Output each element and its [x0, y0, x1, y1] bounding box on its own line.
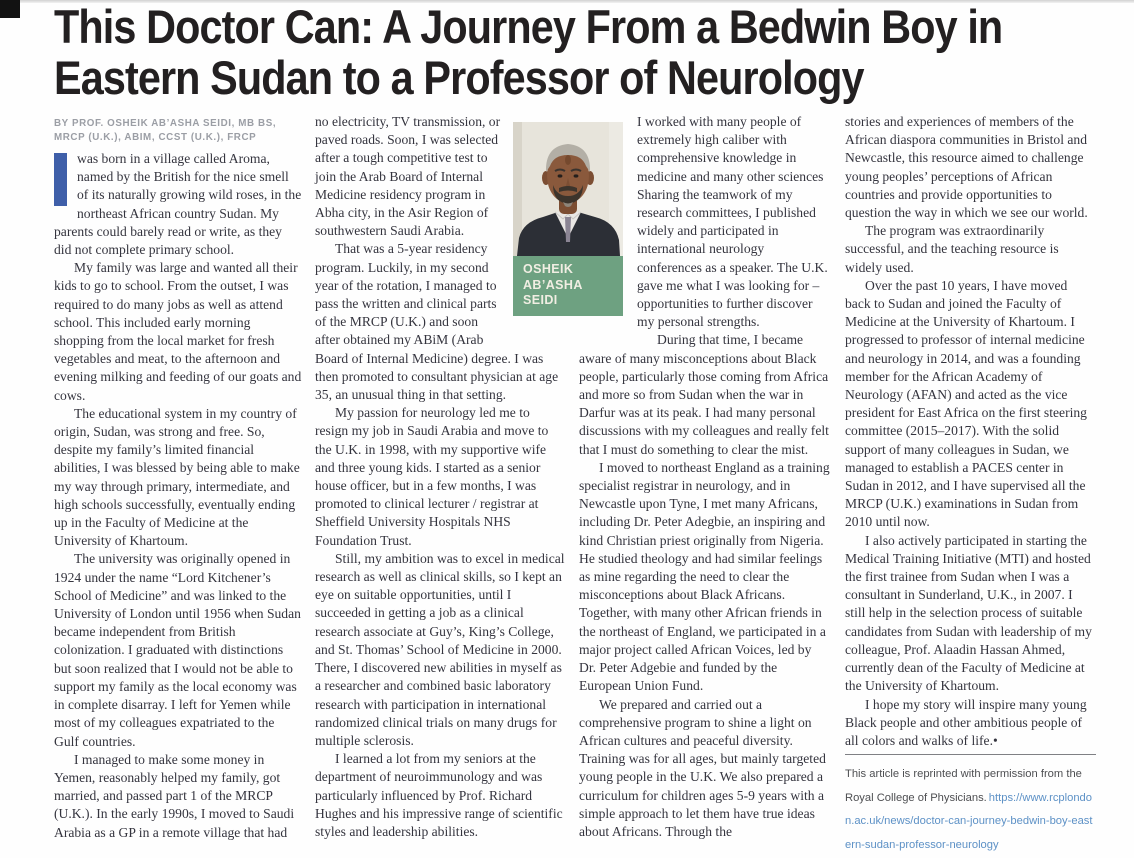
caption-line-1: OSHEIK [523, 262, 574, 276]
paragraph: I moved to northeast England as a training specialist registrar in neurology, and in Newcastle upon Tyne, I met many Africans, including Dr. Peter Adegbie, an inspiring and kind Christian priest originally from Nigeria. He studied theology and had similar feelings as mine regarding the need to clear the misconceptions about Black Africans. Together, with many other African friends in the northeast of England, we participated in a major project called African Voices, led by Dr. Peter Adgebie and funded by the European Union Fund. [579, 459, 830, 694]
paragraph: no electricity, TV transmission, or paved roads. Soon, I was selected after a tough competitive test to join the Arab Board of Internal Medicine residency program in Abha city, in the Asir Region of southwestern Saudi Arabia. [315, 114, 501, 239]
author-photo [513, 122, 623, 316]
paragraph: I also actively participated in starting the Medical Training Initiative (MTI) and hosted the first trainee from Sudan when I was a consultant in Sunderland, U.K., in 2007. I still help in the selection process of suitable candidates from Sudan with leadership of my colleague, Prof. Alaadin Hassan Ahmed, currently dean of the Faculty of Medicine at the University of Khartoum. [845, 532, 1092, 694]
paragraph: I learned a lot from my seniors at the department of neuroimmunology and was particularly influenced by Prof. Richard Hughes and his impressive range of scientific styles and leadership abilities. [315, 751, 563, 839]
reprint-text: This article is reprinted with permission from the Royal College of Physicians. [845, 768, 1082, 804]
paragraph [54, 150, 302, 259]
page-title [54, 1, 1132, 103]
byline-line-1: BY PROF. OSHEIK AB’ASHA SEIDI, MB BS, [54, 118, 277, 129]
text-column-1 [54, 150, 302, 858]
paragraph: The program was extraordinarily successful, and the teaching resource is widely used. [845, 223, 1059, 275]
paragraph: The university was originally opened in 1924 under the name “Lord Kitchener’s School of Medicine” and was linked to the University of London until 1956 when Sudan became independent from British colonization. I graduated with distinctions but soon realized that I would not be able to support my family as the local economy was in complete disarray. I left for Yemen while most of my colleagues expatriated to the Gulf countries. [54, 551, 301, 749]
paragraph: Still, my ambition was to excel in medical research as well as clinical skills, so I kept an eye on suitable opportunities, until I succeeded in getting a job as a clinical research associate at Guy’s, King’s College, and St. Thomas’ School of Medicine in 2000. There, I discovered new abilities in myself as a researcher and combined basic laboratory research with participation in international randomized clinical trials on many drugs for multiple sclerosis. [315, 550, 565, 748]
paragraph: Over the past 10 years, I have moved back to Sudan and joined the Faculty of Medicine at the University of Khartoum. I progressed to professor of internal medicine and neurology in 2014, and was a founding member for the African Academy of Neurology (AFAN) and acted as the vice president for East Africa on the first steering committee (2015–2017). With the solid support of many colleagues in Sudan, we managed to establish a PACES center in Sudan in 2012, and I have supervised all the MRCP (U.K.) examinations in Sudan from 2010 until now. [845, 277, 1087, 530]
title-line-2: Eastern Sudan to a Professor of Neurology [54, 51, 864, 104]
paragraph: We prepared and carried out a comprehensive program to shine a light on African cultures and peaceful diversity. Training was for all ages, but mainly targeted young people in the U.K. We also prepared a curriculum for children ages 5-9 years with a simple approach to let them have true ideas about Africans. Through the [579, 696, 826, 839]
portrait-image [513, 122, 623, 256]
dropcap-bar [54, 153, 67, 206]
byline [54, 117, 306, 144]
caption-line-2: AB’ASHA [523, 277, 583, 292]
paragraph: The educational system in my country of origin, Sudan, was strong and free. So, despite my family’s limited financial abilities, I was blessed by being able to make my way through primary, intermediate, and high schools successfully, eventually ending up in the Faculty of Medicine at the University of Khartoum. [54, 405, 300, 549]
photo-caption [513, 256, 623, 316]
paragraph: That was a 5-year residency program. Luckily, in my second year of the rotation, I managed to pass the written and clinical parts of the MRCP (U.K.) and soon after obtained my ABiM (Arab Board of Internal Medicine) degree. I was then promoted to consultant physician at age 35, an unusual thing in that setting. [315, 241, 559, 403]
paragraph: I worked with many people of extremely high caliber with comprehensive knowledge in medicine and many other sciences Sharing the teamwork of my research committees, I published widely and participated in international neurology conferences as a speaker. The U.K. gave me what I was looking for – opportunities to further discover my personal strengths. [637, 114, 828, 330]
paragraph: My family was large and wanted all their kids to go to school. From the outset, I was required to do many jobs as well as attend school. This included early morning shopping from the local market for fresh vegetables and meat, to the afternoon and evening milking and feeding of our goats and cows. [54, 260, 302, 403]
text-column-4 [845, 113, 1095, 813]
source-link[interactable]: https://www.rcplondon.ac.uk/news/doctor-can-journey-bedwin-boy-eastern-sudan-professor-neurology [845, 791, 1093, 851]
paragraph: stories and experiences of members of the African diaspora communities in Bristol and Newcastle, this resource aimed to challenge young peoples’ perceptions of African countries and provide opportunities to question the way in which we see our world. [845, 114, 1088, 221]
paragraph: During that time, I became aware of many misconceptions about Black people, particularly those coming from Africa and more so from Sudan when the war in Darfur was at its peak. I had many personal discussions with my colleagues and really felt that I must do something to clear the mist. [579, 332, 829, 457]
corner-mark [0, 0, 20, 18]
paragraph: I managed to make some money in Yemen, reasonably helped my family, got married, and passed part 1 of the MRCP (U.K.). In the early 1990s, I moved to Saudi Arabia as a GP in a remote village that had [54, 751, 295, 840]
title-line-1: This Doctor Can: A Journey From a Bedwin Boy in [54, 0, 1003, 53]
paragraph: My passion for neurology led me to resign my job in Saudi Arabia and move to the U.K. in 1998, with my supportive wife and three young kids. I started as a senior house officer, but in a few months, I was promoted to clinical lecturer / registrar at Sheffield University Hospitals NHS Foundation Trust. [315, 405, 549, 548]
paragraph-text: was born in a village called Aroma, named by the British for the nice smell of its naturally growing wild roses, in the northeast African country Sudan. My parents could barely read or write, as they did not complete primary school. [54, 151, 302, 258]
byline-line-2: MRCP (U.K.), ABIM, CCST (U.K.), FRCP [54, 131, 257, 143]
caption-line-3: SEIDI [523, 293, 558, 307]
paragraph: I hope my story will inspire many young Black people and other ambitious people of all colors and walks of life.• [845, 696, 1087, 748]
reprint-note [845, 754, 1096, 857]
